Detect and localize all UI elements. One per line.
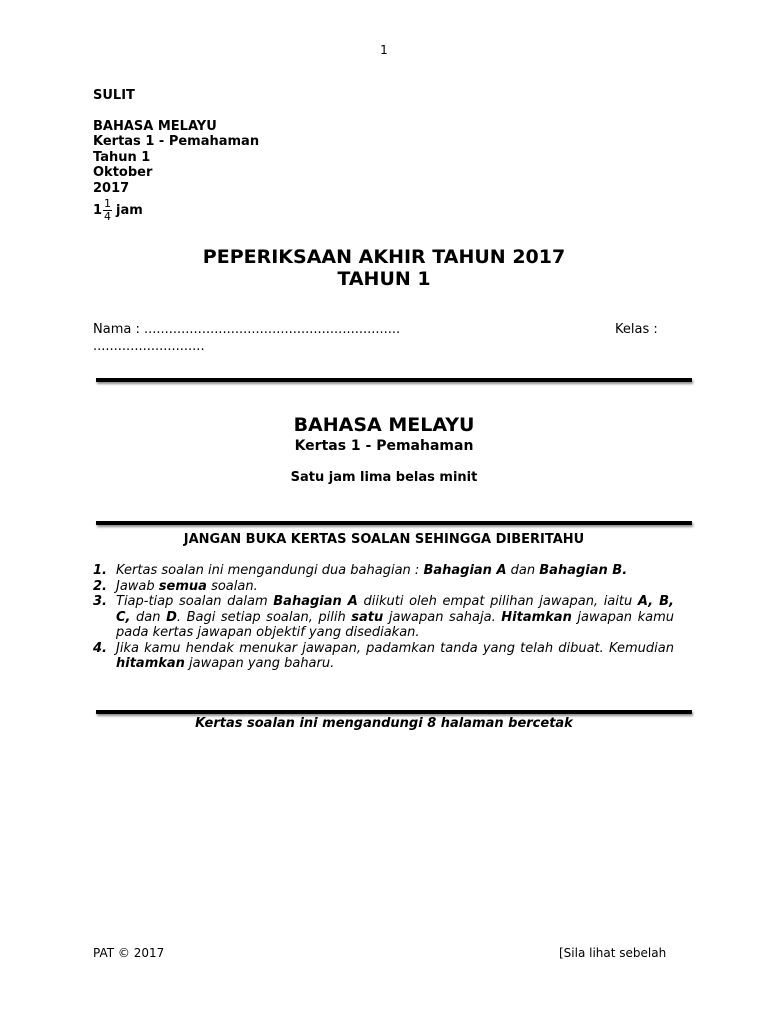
exam-title-line2: TAHUN 1 <box>337 268 431 290</box>
pages-note: Kertas soalan ini mengandungi 8 halaman bercetak <box>195 716 573 731</box>
cover-time-allowed: Satu jam lima belas minit <box>290 470 478 485</box>
instruction-item: 3. Tiap-tiap soalan dalam Bahagian A diikuti oleh empat pilihan jawapan, iaitu A, B, C, dan D. Bagi setiap soalan, pilih satu jawapan sahaja. Hitamkan jawapan kamu pada kertas jawapan objektif yang disediakan. <box>93 594 674 640</box>
classification-label: SULIT <box>93 88 135 103</box>
paper-label: Kertas 1 - Pemahaman <box>93 134 260 149</box>
instruction-number: 1. <box>93 563 107 578</box>
duration-numerator: 1 <box>104 197 112 210</box>
footer-copyright: PAT © 2017 <box>93 946 165 960</box>
year-label: 2017 <box>93 180 130 196</box>
duration <box>93 198 259 223</box>
instructions-list <box>93 563 674 672</box>
divider-middle <box>96 521 692 525</box>
instruction-item: 4. Jika kamu hendak menukar jawapan, padamkan tanda yang telah dibuat. Kemudian hitamkan jawapan yang baharu. <box>93 640 674 671</box>
cover-paper: Kertas 1 - Pemahaman <box>294 438 474 454</box>
footer-continue: [Sila lihat sebelah <box>559 946 667 960</box>
divider-bottom <box>96 710 692 714</box>
instruction-number: 4. <box>93 640 107 656</box>
page-number: 1 <box>380 43 388 57</box>
cover-subject: BAHASA MELAYU <box>293 414 475 436</box>
name-field: Nama : .............................................................. <box>93 322 401 337</box>
class-field-dots: ........................... <box>93 339 205 354</box>
instruction-number: 3. <box>93 594 107 609</box>
duration-whole: 1 <box>93 202 103 218</box>
instruction-item: 1. Kertas soalan ini mengandungi dua bahagian : Bahagian A dan Bahagian B. <box>93 563 628 578</box>
header-block <box>93 88 259 223</box>
instruction-item: 2. Jawab semua soalan. <box>93 578 258 594</box>
subject-label: BAHASA MELAYU <box>93 118 217 134</box>
instruction-number: 2. <box>93 578 107 594</box>
duration-unit: jam <box>116 202 143 218</box>
divider-top <box>96 378 692 382</box>
class-field: Kelas : <box>615 322 658 337</box>
exam-title-line1: PEPERIKSAAN AKHIR TAHUN 2017 <box>202 246 566 268</box>
duration-denominator: 4 <box>104 210 112 223</box>
month-label: Oktober <box>93 165 153 180</box>
warning-text: JANGAN BUKA KERTAS SOALAN SEHINGGA DIBERITAHU <box>183 532 585 547</box>
exam-title <box>0 246 768 290</box>
year-level-label: Tahun 1 <box>93 149 151 165</box>
duration-fraction <box>103 198 112 223</box>
